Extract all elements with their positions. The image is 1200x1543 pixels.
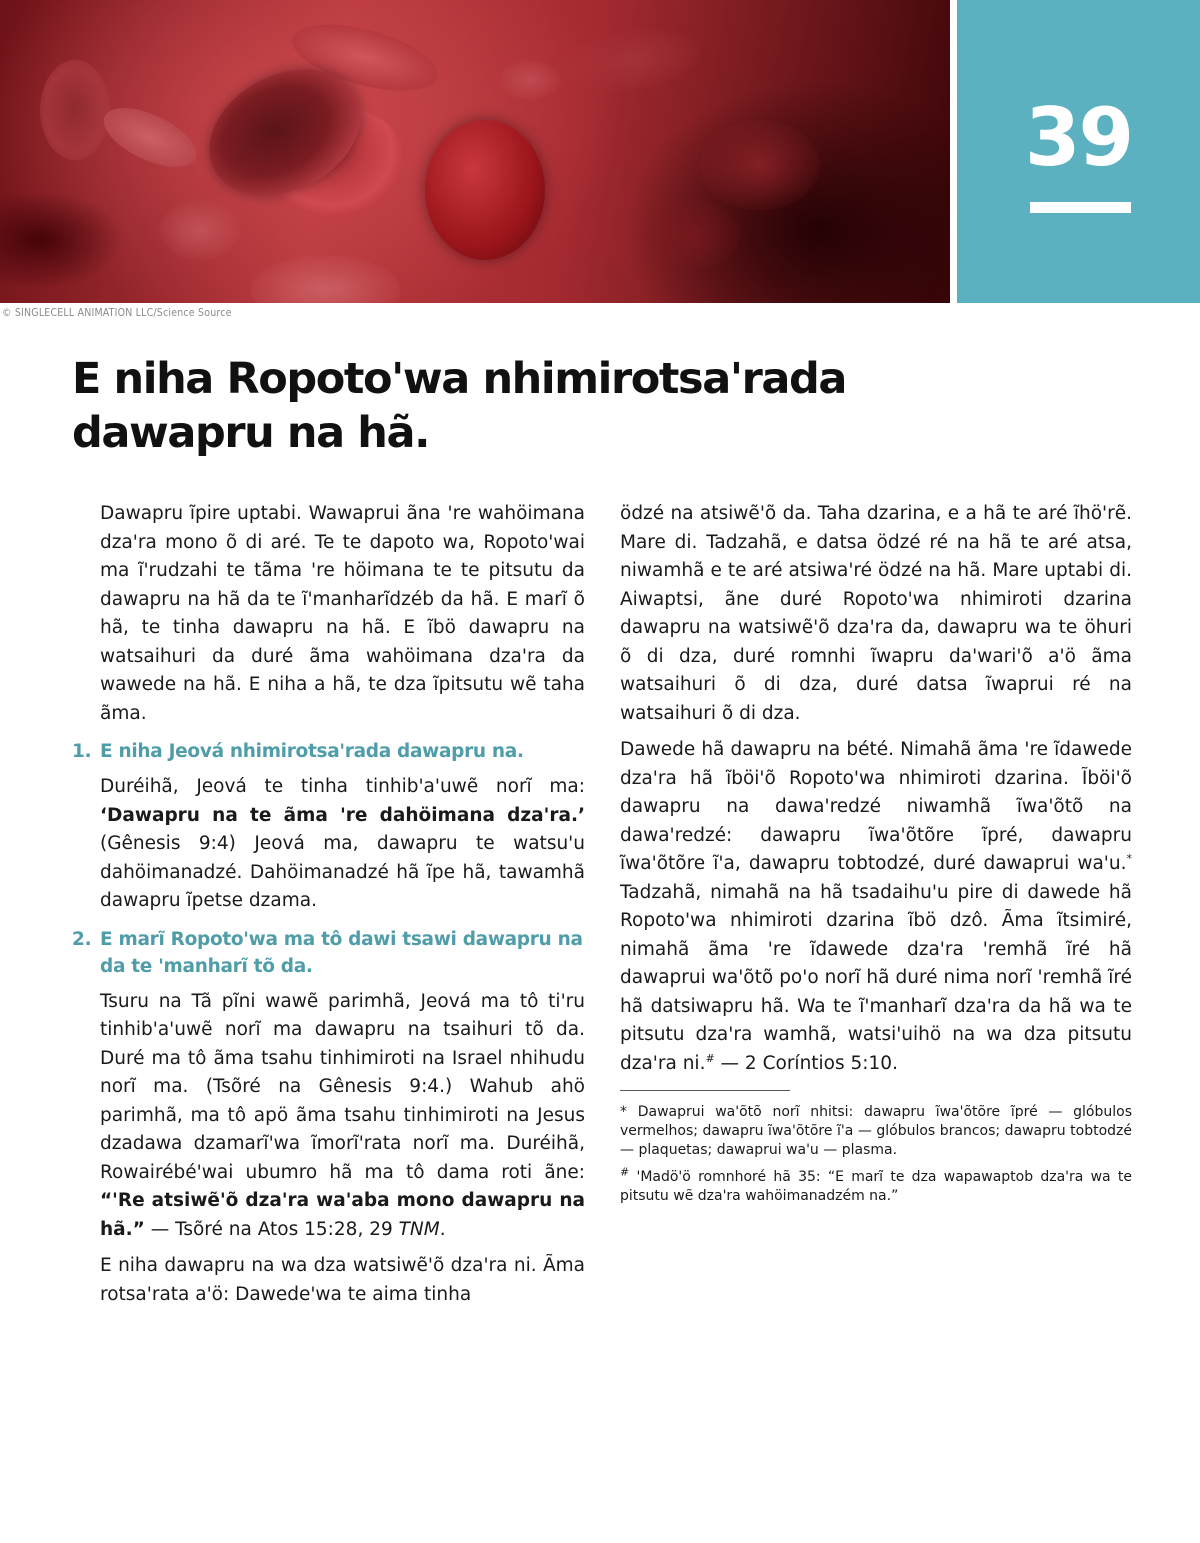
section-2-paragraph-1 <box>100 988 585 1245</box>
scripture-reference: — 2 Coríntios 5:10. <box>714 1052 898 1074</box>
question-text: E niha Jeová nhimirotsa'rada dawapru na. <box>100 741 524 762</box>
question-text: E marĩ Ropoto'wa ma tô dawi tsawi dawapru na da te 'manharĩ tõ da. <box>100 928 583 977</box>
bible-version: TNM <box>398 1218 440 1240</box>
blood-cell <box>95 96 205 179</box>
text-run: Duréihã, Jeová te tinha tinhib'a'uwẽ norĩ ma: <box>100 776 585 797</box>
footnote-mark: # <box>620 1165 630 1179</box>
footnote-marker[interactable]: # <box>705 1051 715 1065</box>
footnote-marker[interactable]: * <box>1126 851 1132 865</box>
section-2-paragraph-3 <box>620 736 1132 1078</box>
blood-cell <box>640 200 740 270</box>
intro-paragraph: Dawapru ĩpire uptabi. Wawaprui ãna 're wahöimana dza'ra mono õ di aré. Te te dapoto wa, Ropoto'wai ma ĩ'rudzahi te tãma 're höimana te te pitsutu da dawapru na hã da te ĩ'manharĩdzéb da hã. E marĩ õ hã, te tinha dawapru na hã. E ĩbö dawapru na watsaihuri da duré ãma wahöimana dza'ra da wawede na hã. E niha a hã, te dza ĩpitsutu wẽ taha ãma. <box>100 503 585 724</box>
footnote <box>620 1103 1132 1160</box>
question-heading-2 <box>72 926 585 980</box>
blood-cell <box>500 60 560 100</box>
blood-cell <box>425 120 545 260</box>
question-number: 2. <box>72 928 92 950</box>
question-heading-1 <box>72 738 585 765</box>
text-run: — Tsõré na Atos 15:28, 29 <box>144 1218 399 1240</box>
left-column <box>72 500 585 1317</box>
lesson-number-underline <box>1030 202 1131 213</box>
blood-cell <box>557 21 704 100</box>
question-number: 1. <box>72 741 92 762</box>
text-run: . <box>439 1218 446 1240</box>
text-run: Tadzahã, nimahã na hã tsadaihu'u pire di dawede hã Ropoto'wa nhimiroti dzarina ĩbö dzô. Ãma ĩtsimiré, nimahã ãma 're ĩdawede dza'ra 'remhã ĩré hã dawaprui wa'õtõ po'o norĩ hã duré nima norĩ 'remhã ĩré hã datsiwapru hã. Wa te ĩ'manharĩ dza'ra da hã wa te pitsutu dza'ra wamhã, watsi'uihö na wa dza pitsutu dza'ra ni. <box>620 881 1132 1074</box>
scripture-quote: “'Re atsiwẽ'õ dza'ra wa'aba mono dawapru na hã.” <box>100 1190 585 1240</box>
right-column <box>620 500 1132 1214</box>
blood-cell <box>700 120 820 210</box>
footnote-text: 'Madö'ö romnhoré hã 35: “E marĩ te dza wapawaptob dza'ra wa te pitsutu wẽ dza'ra wahöimanadzém na.” <box>620 1169 1132 1204</box>
lesson-number-badge <box>957 0 1200 303</box>
footnote-mark: * <box>620 1104 627 1120</box>
hero-image <box>0 0 950 303</box>
footnote-text: Dawaprui wa'õtõ norĩ nhitsi: dawapru ĩwa'õtõre ĩpré — glóbulos vermelhos; dawapru ĩwa'õtõre ĩ'a — glóbulos brancos; dawapru tobtodzé — plaquetas; dawaprui wa'u — plasma. <box>620 1104 1132 1158</box>
photo-credit: © SINGLECELL ANIMATION LLC/Science Source <box>2 307 232 319</box>
scripture-quote: ‘Dawapru na te ãma 're dahöimana dza'ra.’ <box>100 804 585 826</box>
section-2-paragraph-2: E niha dawapru na wa dza watsiwẽ'õ dza'ra ni. Ãma rotsa'rata a'ö: Dawede'wa te aima tinha <box>100 1255 585 1305</box>
footnote <box>620 1165 1132 1206</box>
blood-cell <box>160 200 240 260</box>
footnote-divider <box>620 1090 790 1091</box>
blood-cell <box>40 60 110 160</box>
blood-cell <box>250 255 400 303</box>
page-title: E niha Ropoto'wa nhimirotsa'rada dawapru na hã. <box>72 354 847 458</box>
lesson-number: 39 <box>1024 91 1133 184</box>
text-run: Tsuru na Tã pĩni wawẽ parimhã, Jeová ma tô ti'ru tinhib'a'uwẽ norĩ ma dawapru na tsaihuri tõ da. Duré ma tô ãma tsahu tinhimiroti na Israel nhihudu norĩ ma. (Tsõré na Gênesis 9:4.) Wahub ahö parimhã, ma tô apö ãma tsahu tinhimiroti na Jesus dzadawa dzamarĩ'wa ĩmorĩ'rata norĩ ma. Duréihã, Rowairébé'wai ubumro hã ma tô dama roti ãne: <box>100 990 585 1183</box>
section-2-paragraph-2-continued: ödzé na atsiwẽ'õ da. Taha dzarina, e a hã te aré ĩhö'rẽ. Mare di. Tadzahã, e datsa ödzé ré na hã te aré atsa, niwamhã e te aré atsiwa'ré ödzé na hã. Mare uptabi di. Aiwaptsi, ãne duré Ropoto'wa nhimiroti dzarina dawapru na watsiwẽ'õ dza'ra da, dawapru wa te öhuri õ di dza, duré romnhi ĩwapru da'wari'õ a'ö ãma watsaihuri õ di dza, duré datsa ĩwaprui ré na watsaihuri õ di dza. <box>620 503 1132 724</box>
text-run: Dawede hã dawapru na bété. Nimahã ãma 're ĩdawede dza'ra hã ĩböi'õ Ropoto'wa nhimiroti dzarina. Ĩböi'õ dawapru na dawa'redzé niwamhã ĩwa'õtõ na dawa'redzé: dawapru ĩwa'õtõre ĩpré, dawapru ĩwa'õtõre ĩ'a, dawapru tobtodzé, duré dawaprui wa'u. <box>620 739 1132 874</box>
section-1-paragraph <box>100 773 585 916</box>
text-run: (Gênesis 9:4) Jeová ma, dawapru te watsu'u dahöimanadzé. Dahöimanadzé hã ĩpe hã, tawamhã dawapru ĩpetse dzama. <box>100 833 585 911</box>
